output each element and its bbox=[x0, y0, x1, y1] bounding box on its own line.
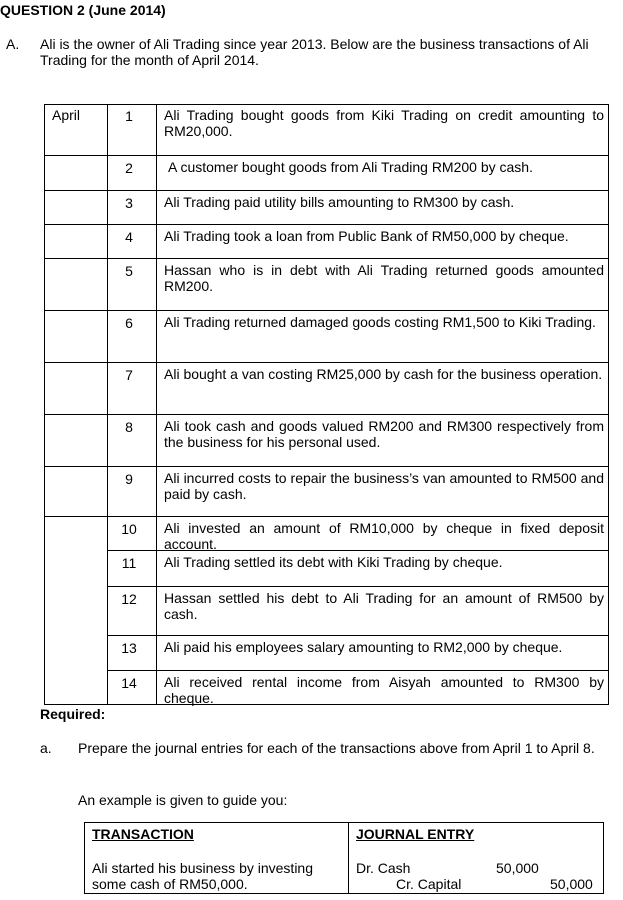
transaction-number: 9 bbox=[125, 471, 133, 487]
task-a-marker: a. bbox=[40, 740, 52, 756]
transactions-table bbox=[44, 104, 609, 705]
transaction-number: 14 bbox=[121, 675, 137, 691]
task-a-text: Prepare the journal entries for each of the transactions above from April 1 to April 8. bbox=[78, 740, 595, 756]
part-a-intro: Ali is the owner of Ali Trading since year 2013. Below are the business transactions of Ali Trading for the month of April 2014. bbox=[40, 36, 589, 68]
transaction-description: Ali incurred costs to repair the business’s van amounted to RM500 and paid by cash. bbox=[164, 470, 604, 502]
question-title: QUESTION 2 (June 2014) bbox=[0, 2, 166, 18]
transaction-description: Ali Trading took a loan from Public Bank of RM50,000 by cheque. bbox=[164, 228, 569, 244]
transaction-description: Ali invested an amount of RM10,000 by cheque in fixed deposit account. bbox=[164, 520, 604, 552]
example-transaction-text: Ali started his business by investing some cash of RM50,000. bbox=[92, 860, 313, 892]
transaction-description: Ali Trading settled its debt with Kiki Trading by cheque. bbox=[164, 554, 503, 570]
transaction-number: 6 bbox=[125, 315, 133, 331]
transaction-number: 13 bbox=[121, 640, 137, 656]
transaction-description: Ali received rental income from Aisyah amounted to RM300 by cheque. bbox=[164, 674, 604, 706]
transaction-description: Ali bought a van costing RM25,000 by cash for the business operation. bbox=[164, 366, 603, 382]
example-table bbox=[84, 822, 604, 894]
example-intro: An example is given to guide you: bbox=[78, 792, 288, 808]
transaction-number: 8 bbox=[125, 419, 133, 435]
cr-amount: 50,000 bbox=[550, 876, 593, 892]
transaction-description: Ali took cash and goods valued RM200 and RM300 respectively from the business for his personal used. bbox=[164, 418, 604, 450]
dr-amount: 50,000 bbox=[496, 860, 539, 876]
transaction-number: 11 bbox=[121, 555, 137, 571]
dr-account: Dr. Cash bbox=[356, 860, 411, 876]
transaction-number: 4 bbox=[125, 229, 133, 245]
transaction-description: Ali Trading returned damaged goods costing RM1,500 to Kiki Trading. bbox=[164, 314, 596, 330]
transaction-description: A customer bought goods from Ali Trading RM200 by cash. bbox=[168, 159, 533, 175]
transaction-description: Ali Trading bought goods from Kiki Trading on credit amounting to RM20,000. bbox=[164, 107, 604, 139]
transaction-number: 7 bbox=[125, 367, 133, 383]
transaction-number: 2 bbox=[125, 160, 133, 176]
col-transaction-header: TRANSACTION bbox=[92, 826, 194, 842]
col-journal-header: JOURNAL ENTRY bbox=[356, 826, 475, 842]
required-label: Required: bbox=[40, 706, 106, 722]
transaction-number: 12 bbox=[121, 591, 137, 607]
transaction-description: Hassan settled his debt to Ali Trading for an amount of RM500 by cash. bbox=[164, 590, 604, 622]
transaction-description: Hassan who is in debt with Ali Trading returned goods amounted RM200. bbox=[164, 262, 604, 294]
transaction-description: Ali paid his employees salary amounting to RM2,000 by cheque. bbox=[164, 639, 563, 655]
transaction-description: Ali Trading paid utility bills amounting to RM300 by cash. bbox=[164, 194, 515, 210]
month-label: April bbox=[52, 107, 81, 123]
cr-account: Cr. Capital bbox=[396, 876, 462, 892]
transaction-number: 5 bbox=[125, 263, 133, 279]
transaction-number: 1 bbox=[125, 108, 133, 124]
transaction-number: 10 bbox=[121, 521, 137, 537]
transaction-number: 3 bbox=[125, 195, 133, 211]
part-a-marker: A. bbox=[6, 36, 20, 52]
